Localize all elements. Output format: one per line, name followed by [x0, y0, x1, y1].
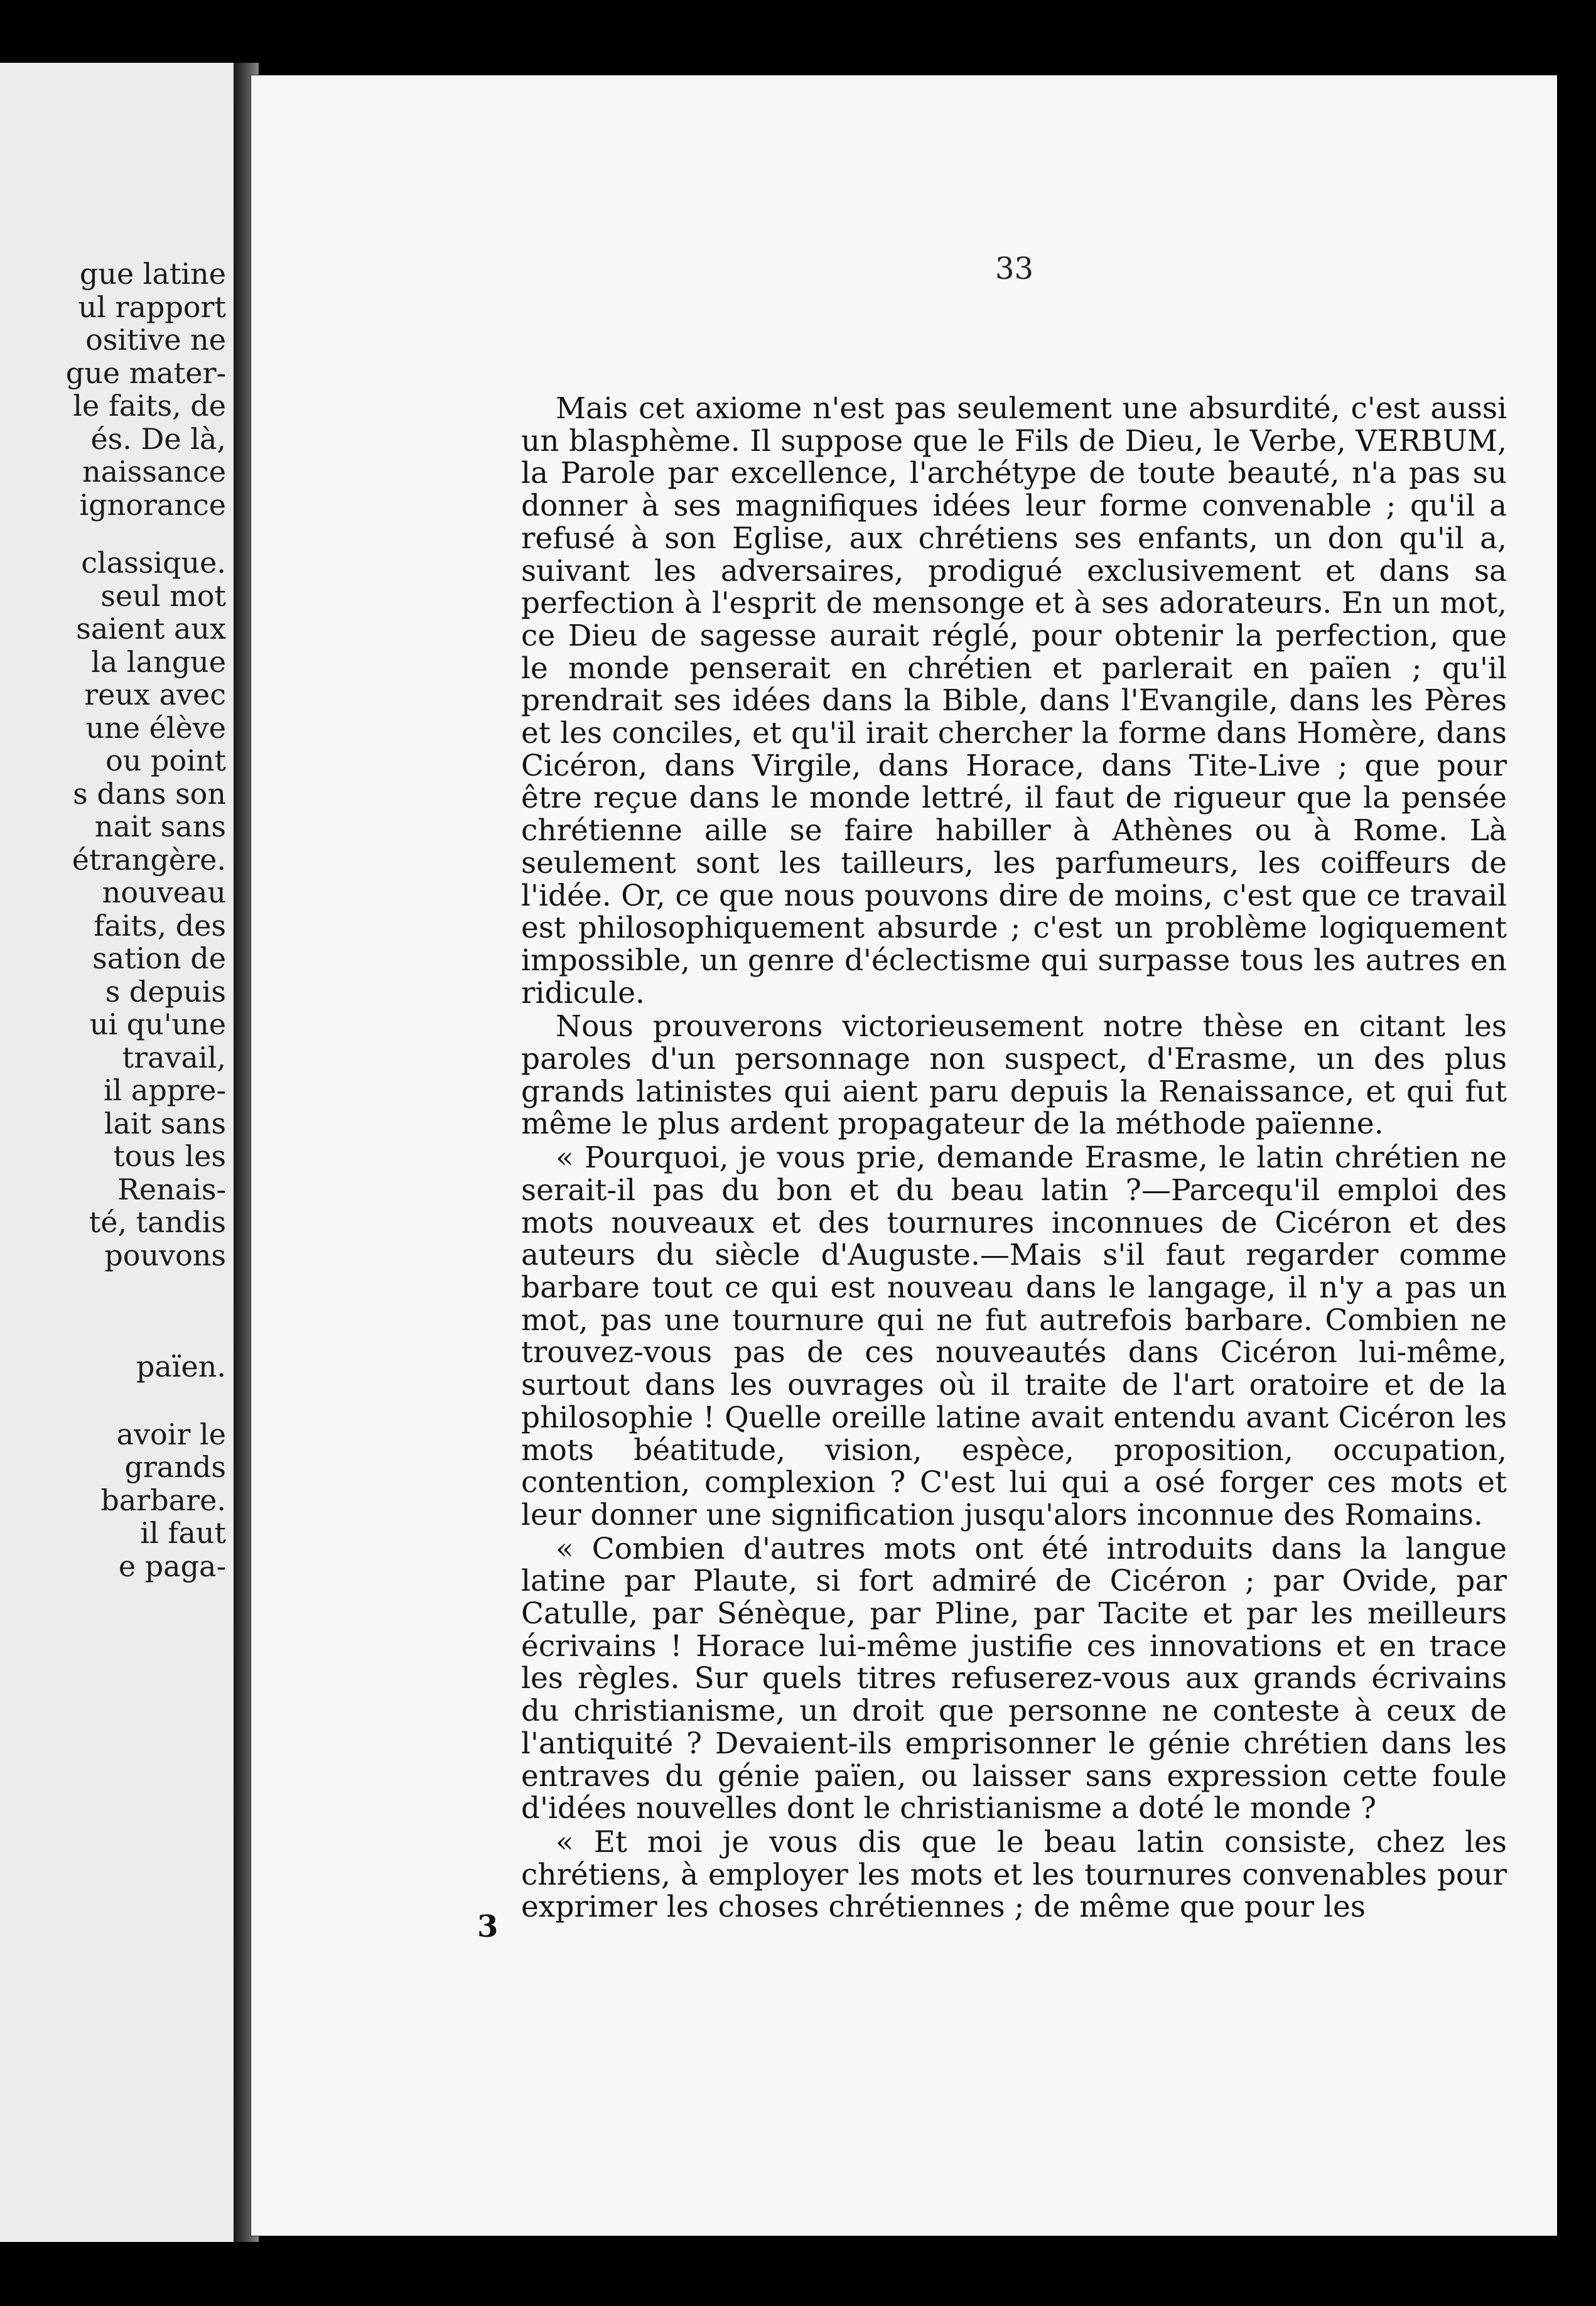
- left-page-line: ou point: [105, 744, 226, 777]
- left-facing-page: [0, 63, 234, 2242]
- paragraph-3: « Pourquoi, je vous prie, demande Erasme, le latin chrétien ne serait-il pas du bon et du beau latin ?—Parcequ'il emploi des mots nouveaux et des tournures inconnues de Cicéron et des auteurs du siècle d'Auguste.—Mais s'il faut regarder comme barbare tout ce qui est nouveau dans le langage, il n'y a pas un mot, pas une tournure qui ne fut autrefois barbare. Combien ne trouvez-vous pas de ces nouveautés dans Cicéron lui-même, surtout dans les ouvrages où il traite de l'art oratoire et de la philosophie ! Quelle oreille latine avait entendu avant Cicéron les mots béatitude, vision, espèce, proposition, occupation, contention, complexion ? C'est lui qui a osé forger ces mots et leur donner une signification jusqu'alors inconnue des Romains.: [521, 1140, 1507, 1532]
- left-page-line: nait sans: [94, 809, 226, 843]
- page-body-text: [521, 392, 1507, 1924]
- left-page-line: s dans son: [73, 776, 226, 811]
- paragraph-1: Mais cet axiome n'est pas seulement une absurdité, c'est aussi un blasphème. Il suppose que le Fils de Dieu, le Verbe, VERBUM, la Parole par excellence, l'archétype de toute beauté, n'a pas su donner à ses magnifiques idées leur forme convenable ; qu'il a refusé à son Eglise, aux chrétiens ses enfants, un don qu'il a, suivant les adversaires, prodigué exclusivement et dans sa perfection à l'esprit de mensonge et à ses adorateurs. En un mot, ce Dieu de sagesse aurait réglé, pour obtenir la perfection, que le monde penserait en chrétien et parlerait en païen ; qu'il prendrait ses idées dans la Bible, dans l'Evangile, dans les Pères et les conciles, et qu'il irait chercher la forme dans Homère, dans Cicéron, dans Virgile, dans Horace, dans Tite-Live ; que pour être reçue dans le monde lettré, il faut de rigueur que la pensée chrétienne aille se faire habiller à Athènes ou à Rome. Là seulement sont les tailleurs, les parfumeurs, les coiffeurs de l'idée. Or, ce que nous pouvons dire de moins, c'est que ce travail est philosophiquement absurde ; c'est un problème logiquement impossible, un genre d'éclectisme qui surpasse tous les autres en ridicule.: [521, 391, 1507, 1010]
- left-page-line: ositive ne: [85, 323, 226, 357]
- left-page-line: étrangère.: [72, 842, 226, 877]
- signature-mark: 3: [477, 1909, 499, 1944]
- paragraph-2: Nous prouverons victorieusement notre thèse en citant les paroles d'un personnage non suspect, d'Erasme, un des plus grands latinistes qui aient paru depuis la Renaissance, et qui fut même le plus ardent propagateur de la méthode païenne.: [521, 1009, 1507, 1142]
- left-page-line: gue latine: [79, 257, 226, 291]
- left-page-line: le faits, de: [73, 389, 226, 423]
- left-page-line: classique.: [81, 546, 226, 580]
- left-page-line: seul mot: [100, 578, 226, 613]
- left-page-line: ignorance: [79, 487, 226, 522]
- left-page-line: saient aux: [76, 612, 226, 646]
- paragraph-5: « Et moi je vous dis que le beau latin consiste, chez les chrétiens, à employer les mots et les tournures convenables pour exprimer les choses chrétiennes ; de même que pour les: [521, 1824, 1507, 1925]
- left-page-line: travail,: [122, 1040, 226, 1075]
- left-page-line: és. De là,: [90, 421, 226, 456]
- left-page-line: ui qu'une: [89, 1007, 226, 1041]
- left-page-line: avoir le: [116, 1417, 226, 1451]
- left-page-line: gue mater-: [65, 355, 226, 390]
- left-page-line: s depuis: [105, 974, 226, 1009]
- left-page-line: lait sans: [104, 1106, 226, 1140]
- left-page-line: té, tandis: [89, 1205, 226, 1239]
- left-page-line: il faut: [140, 1516, 226, 1550]
- left-page-line: sation de: [92, 941, 226, 975]
- left-page-line: tous les: [113, 1139, 226, 1173]
- left-page-line: e paga-: [118, 1549, 226, 1583]
- scan-border-bottom: [0, 2242, 1596, 2306]
- left-page-line: Renais-: [117, 1172, 226, 1206]
- left-page-line: païen.: [136, 1350, 226, 1383]
- left-page-line: la langue: [91, 644, 226, 679]
- left-page-line: il appre-: [103, 1073, 226, 1107]
- left-page-line: grands: [124, 1450, 226, 1484]
- left-page-line: une élève: [85, 710, 226, 745]
- left-page-line: faits, des: [94, 908, 226, 943]
- left-page-line: reux avec: [84, 678, 226, 712]
- left-page-line: ul rapport: [78, 290, 226, 324]
- left-page-line: pouvons: [104, 1238, 226, 1272]
- left-page-line: nouveau: [102, 875, 226, 909]
- left-page-line: naissance: [82, 455, 226, 489]
- scan-border-right: [1557, 0, 1596, 2306]
- left-page-line: barbare.: [100, 1483, 226, 1517]
- main-page: [251, 75, 1557, 2236]
- paragraph-4: « Combien d'autres mots ont été introduits dans la langue latine par Plaute, si fort admiré de Cicéron ; par Ovide, par Catulle, par Sénèque, par Pline, par Tacite et par les meilleurs écrivains ! Horace lui-même justifie ces innovations et en trace les règles. Sur quels titres refuserez-vous aux grands écrivains du christianisme, un droit que personne ne conteste à ceux de l'antiquité ? Devaient-ils emprisonner le génie chrétien dans les entraves du génie païen, ou laisser sans expression cette foule d'idées nouvelles dont le christianisme a doté le monde ?: [521, 1531, 1507, 1826]
- page-number: 33: [995, 251, 1034, 286]
